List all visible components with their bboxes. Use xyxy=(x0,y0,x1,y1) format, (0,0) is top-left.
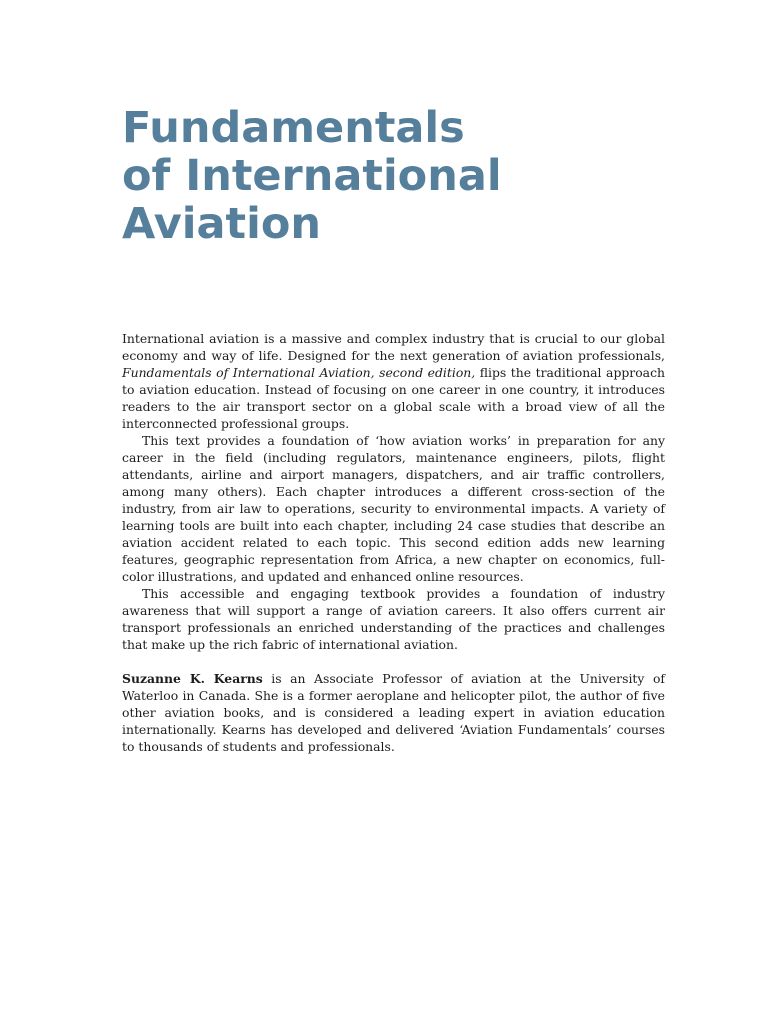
author-name: Suzanne K. Kearns xyxy=(122,671,263,686)
description-text xyxy=(122,330,665,755)
description-p1-start: International aviation is a massive and complex industry that is crucial to our global economy and way of life. Designed for the next generation of aviation professionals, xyxy=(122,331,665,363)
author-bio-text: is an Associate Professor of aviation at the University of Waterloo in Canada. She is a former aeroplane and helicopter pilot, the author of five other aviation books, and is considered a leading expert in aviation education internationally. Kearns has developed and delivered ‘Aviation Fundamentals’ courses to thousands of students and professionals. xyxy=(122,671,665,754)
title-line-3: Aviation xyxy=(122,199,321,249)
author-bio xyxy=(122,670,665,755)
description-paragraph-1 xyxy=(122,330,665,432)
title-line-1: Fundamentals xyxy=(122,103,465,153)
description-paragraph-3: This accessible and engaging textbook provides a foundation of industry awareness that will support a range of aviation careers. It also offers current air transport professionals an enriched understanding of the practices and challenges that make up the rich fabric of international aviation. xyxy=(122,586,665,652)
description-p1-end: flips the traditional approach to aviation education. Instead of focusing on one career in one country, it introduces readers to the air transport sector on a global scale with a broad view of all the interconnected professional groups. xyxy=(122,365,665,431)
description-paragraph-2: This text provides a foundation of ‘how aviation works’ in preparation for any career in the field (including regulators, maintenance engineers, pilots, flight attendants, airline and airport managers, dispatchers, and air traffic controllers, among many others). Each chapter introduces a different cross-section of the industry, from air law to operations, security to environmental impacts. A variety of learning tools are built into each chapter, including 24 case studies that describe an aviation accident related to each topic. This second edition adds new learning features, geographic representation from Africa, a new chapter on economics, full-color illustrations, and updated and enhanced online resources. xyxy=(122,433,665,584)
book-title xyxy=(122,104,682,248)
title-line-2: of International xyxy=(122,151,502,201)
book-title-italic: Fundamentals of International Aviation, second edition, xyxy=(122,365,476,380)
